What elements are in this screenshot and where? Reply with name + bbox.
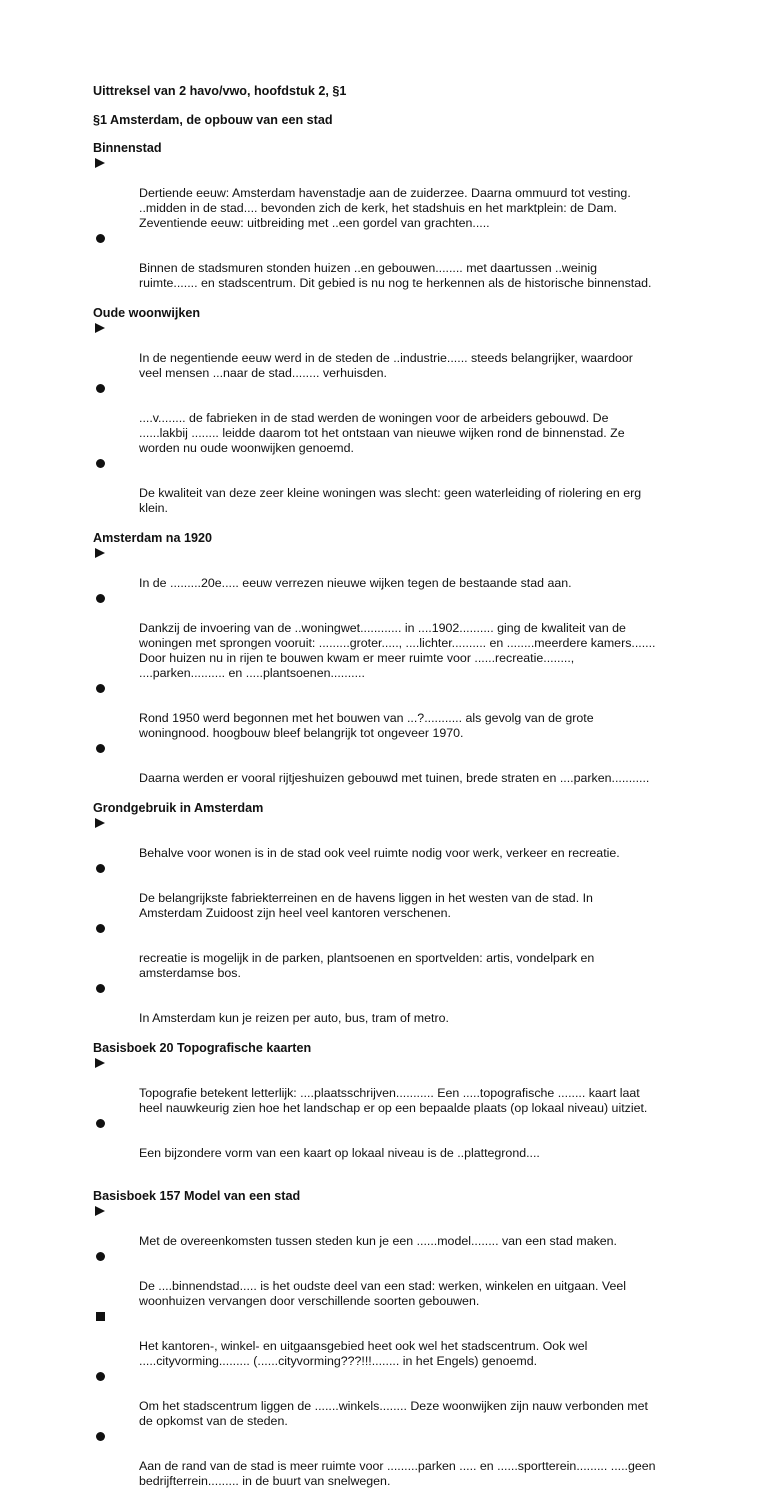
item-text: In Amsterdam kun je reizen per auto, bus, tram of metro. [139, 1011, 449, 1025]
list-item [93, 1429, 693, 1489]
list-item [93, 981, 693, 1026]
item-text: Dankzij de invoering van de ..woningwet............ in ....1902.......... ging de kwaliteit van de woningen met sprongen vooruit: .........groter....., ....lichter.......... en ........meerdere kamers....... Door huizen nu in rijen te bouwen kwam er meer ruimte voor ......recreatie........, ....parken.......... en .....plantsoenen.......... [139, 621, 656, 680]
list-item [93, 681, 693, 741]
document-title: Uittreksel van 2 havo/vwo, hoofdstuk 2, §1 [93, 84, 347, 98]
list-item [93, 321, 693, 381]
arrow-icon [93, 816, 107, 832]
item-text: Rond 1950 werd begonnen met het bouwen van ...?........... als gevolg van de grote woningnood. hoogbouw bleef belangrijk tot ongeveer 1970. [139, 711, 594, 740]
dot-icon [93, 1429, 107, 1445]
dot-icon [93, 741, 107, 757]
arrow-icon [93, 321, 107, 337]
list-item [93, 741, 693, 786]
item-text: Om het stadscentrum liggen de .......winkels........ Deze woonwijken zijn nauw verbonden met de opkomst van de steden. [139, 1399, 648, 1428]
list-item [93, 1116, 693, 1161]
list-item [93, 591, 693, 681]
list-item [93, 231, 693, 291]
dot-icon [93, 381, 107, 397]
item-text: Binnen de stadsmuren stonden huizen ..en gebouwen........ met daartussen ..weinig ruimte....... en stadscentrum. Dit gebied is nu nog te herkennen als de historische binnenstad. [139, 261, 652, 290]
list-item [93, 1056, 693, 1116]
dot-icon [93, 921, 107, 937]
section-heading: Amsterdam na 1920 [93, 531, 213, 545]
section-topografische-kaarten [93, 1041, 693, 1161]
section-heading: Oude woonwijken [93, 306, 201, 320]
item-text: In de .........20e..... eeuw verrezen nieuwe wijken tegen de bestaande stad aan. [139, 576, 572, 590]
list-item [93, 921, 693, 981]
item-text: Met de overeenkomsten tussen steden kun je een ......model........ van een stad maken. [139, 1234, 618, 1248]
item-text: De ....binnendstad..... is het oudste deel van een stad: werken, winkelen en uitgaan. Veel woonhuizen vervangen door verschillende soorten gebouwen. [139, 1279, 626, 1308]
section-grondgebruik [93, 801, 693, 1026]
item-text: recreatie is mogelijk in de parken, plantsoenen en sportvelden: artis, vondelpark en amsterdamse bos. [139, 951, 595, 980]
item-text: Het kantoren-, winkel- en uitgaansgebied heet ook wel het stadscentrum. Ook wel .....cityvorming......... (......cityvorming???!!!........ in het Engels) genoemd. [139, 1339, 588, 1368]
dot-icon [93, 861, 107, 877]
dot-icon [93, 1116, 107, 1132]
arrow-icon [93, 1056, 107, 1072]
list-item [93, 1204, 693, 1249]
arrow-icon [93, 1204, 107, 1220]
list-item [93, 546, 693, 591]
list-item [93, 156, 693, 231]
section-heading: Grondgebruik in Amsterdam [93, 801, 264, 815]
dot-icon [93, 1249, 107, 1265]
list-item [93, 1369, 693, 1429]
item-text: De kwaliteit van deze zeer kleine woningen was slecht: geen waterleiding of riolering en erg klein. [139, 486, 642, 515]
section-heading: Basisboek 20 Topografische kaarten [93, 1041, 312, 1055]
item-text: Daarna werden er vooral rijtjeshuizen gebouwd met tuinen, brede straten en ....parken........... [139, 771, 650, 785]
section-amsterdam-na-1920 [93, 531, 693, 786]
list-item [93, 816, 693, 861]
dot-icon [93, 231, 107, 247]
item-text: De belangrijkste fabriekterreinen en de havens liggen in het westen van de stad. In Amsterdam Zuidoost zijn heel veel kantoren verschenen. [139, 891, 593, 920]
list-item [93, 861, 693, 921]
list-item [93, 381, 693, 456]
section-binnenstad [93, 141, 693, 291]
list-item [93, 1249, 693, 1309]
list-item [93, 456, 693, 516]
arrow-icon [93, 546, 107, 562]
dot-icon [93, 1369, 107, 1385]
section-model-van-een-stad [93, 1189, 693, 1489]
item-text: Aan de rand van de stad is meer ruimte voor .........parken ..... en ......sportterein......... .....geen bedrijfterrein......... in de buurt van snelwegen. [139, 1459, 656, 1488]
document-page [93, 84, 693, 1504]
item-text: ....v........ de fabrieken in de stad werden de woningen voor de arbeiders gebouwd. De ......lakbij ........ leidde daarom tot het ontstaan van nieuwe wijken rond de binnenstad. Ze worden nu oude woonwijken genoemd. [139, 411, 625, 455]
item-text: In de negentiende eeuw werd in de steden de ..industrie...... steeds belangrijker, waardoor veel mensen ...naar de stad........ verhuisden. [139, 351, 633, 380]
dot-icon [93, 456, 107, 472]
item-text: Een bijzondere vorm van een kaart op lokaal niveau is de ..plattegrond.... [139, 1146, 540, 1160]
section-oude-woonwijken [93, 306, 693, 516]
section-heading: Binnenstad [93, 141, 162, 155]
dot-icon [93, 681, 107, 697]
item-text: Dertiende eeuw: Amsterdam havenstadje aan de zuiderzee. Daarna ommuurd tot vesting. ..midden in de stad.... bevonden zich de kerk, het stadshuis en het marktplein: de Dam. Zeventiende eeuw: uitbreiding met ..een gordel van grachten..... [139, 186, 631, 230]
section-heading: Basisboek 157 Model van een stad [93, 1189, 301, 1203]
section-main-title: §1 Amsterdam, de opbouw van een stad [93, 113, 333, 127]
item-text: Behalve voor wonen is in de stad ook veel ruimte nodig voor werk, verkeer en recreatie. [139, 846, 620, 860]
item-text: Topografie betekent letterlijk: ....plaatsschrijven........... Een .....topografische ........ kaart laat heel nauwkeurig zien hoe het landschap er op een bepaalde plaats (op lokaal niveau) uitziet. [139, 1086, 648, 1115]
dot-icon [93, 591, 107, 607]
dot-icon [93, 981, 107, 997]
list-item [93, 1309, 693, 1369]
square-icon [93, 1309, 107, 1325]
arrow-icon [93, 156, 107, 172]
